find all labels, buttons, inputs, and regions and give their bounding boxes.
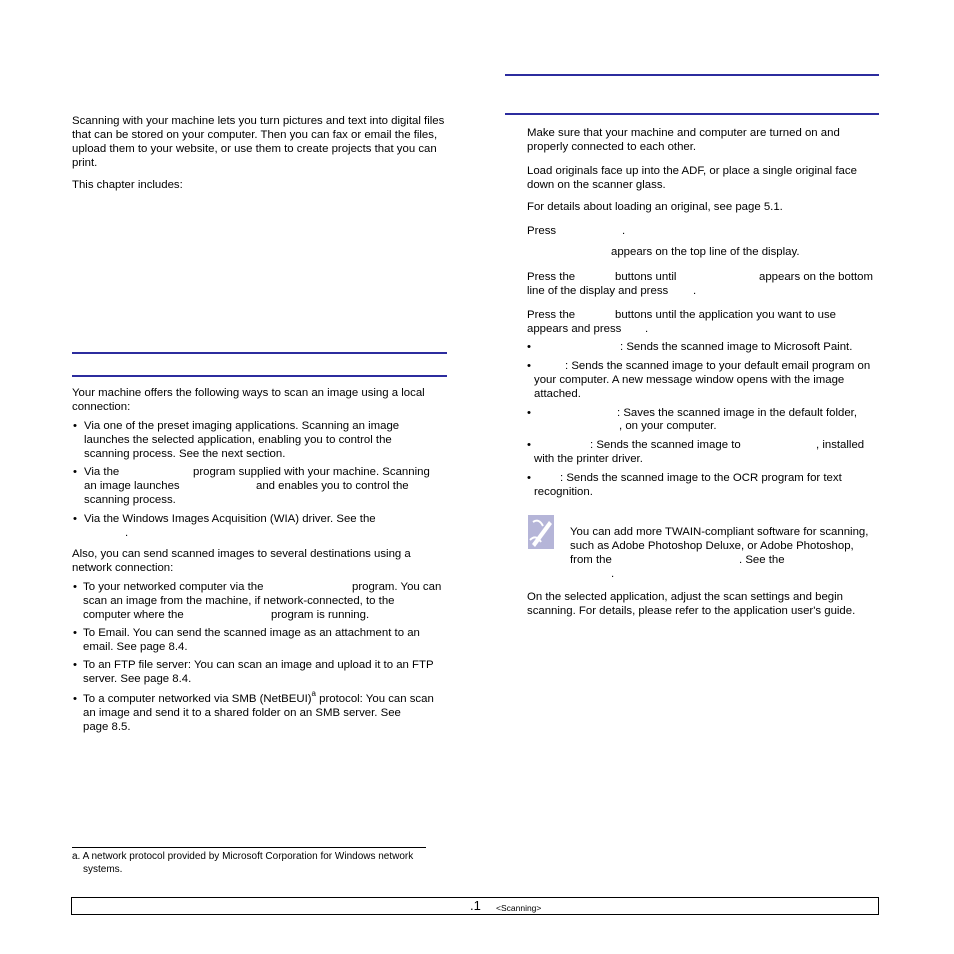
- text-line: Also, you can send scanned images to several destinations using a: [72, 548, 411, 560]
- text-fragment: with the printer driver.: [534, 453, 643, 465]
- step-2-ref: For details about loading an original, see page 5.1.: [527, 201, 783, 213]
- intro-line: that can be stored on your computer. Then you can fax or email the files,: [72, 129, 438, 141]
- bullet-icon: •: [73, 627, 77, 639]
- intro-line: Scanning with your machine lets you turn pictures and text into digital files: [72, 115, 445, 127]
- section-rule-top-right: [505, 74, 879, 76]
- chapter-includes: This chapter includes:: [72, 179, 183, 191]
- note-icon: [527, 512, 557, 552]
- section-rule-bottom: [72, 375, 447, 377]
- intro-line: print.: [72, 157, 98, 169]
- text-fragment: buttons until the application you want to use: [615, 309, 836, 321]
- text-line: scanning process. See the next section.: [84, 448, 286, 460]
- text-fragment: .: [645, 323, 649, 335]
- text-fragment: attached.: [534, 388, 581, 400]
- footnote-rule: [72, 847, 426, 848]
- text-fragment: To a computer networked via SMB (NetBEUI): [83, 693, 312, 705]
- bullet-icon: •: [73, 420, 77, 432]
- text-fragment: scan an image from the machine, if network-connected, to the: [83, 595, 395, 607]
- section-rule-bottom-right: [505, 113, 879, 115]
- bullet-icon: •: [527, 407, 531, 419]
- footnote: [72, 850, 452, 876]
- text-line: On the selected application, adjust the scan settings and begin: [527, 591, 843, 603]
- text-fragment: Via the: [84, 466, 120, 478]
- text-fragment: and enables you to control the: [256, 480, 409, 492]
- text-line: Via one of the preset imaging applications. Scanning an image: [84, 420, 400, 432]
- text-line: launches the selected application, enabling you to control the: [84, 434, 392, 446]
- text-fragment: appears and press: [527, 323, 622, 335]
- text-fragment: You can add more TWAIN-compliant software for scanning,: [570, 526, 869, 538]
- section-rule-top: [72, 352, 447, 354]
- text-fragment: . See the: [739, 554, 785, 566]
- text-fragment: scanning process.: [84, 494, 176, 506]
- text-line: page 8.5.: [83, 721, 131, 733]
- text-line: network connection:: [72, 562, 174, 574]
- text-fragment: program is running.: [271, 609, 370, 621]
- step-4: [527, 270, 879, 300]
- text-fragment: , installed: [816, 439, 865, 451]
- bullet-icon: •: [73, 659, 77, 671]
- intro-line: upload them to your website, or use them to create projects that you can: [72, 143, 437, 155]
- step-3-dot: .: [622, 225, 626, 237]
- step-2: [527, 164, 879, 192]
- bullet-icon: •: [73, 581, 77, 593]
- text-fragment: Via the Windows Images Acquisition (WIA) driver. See the: [84, 513, 376, 525]
- text-fragment: .: [693, 285, 697, 297]
- text-fragment: from the: [570, 554, 612, 566]
- text-line: a. A network protocol provided by Microsoft Corporation for Windows network: [72, 851, 414, 862]
- text-line: an image and send it to a shared folder on an SMB server. See: [83, 707, 401, 719]
- text-line: scanning. For details, please refer to the application user's guide.: [527, 605, 856, 617]
- page-footer: [71, 897, 879, 915]
- step-5: [527, 308, 879, 338]
- text-line: systems.: [83, 864, 123, 875]
- text-line: To Email. You can send the scanned image as an attachment to an: [83, 627, 420, 639]
- text-fragment: .: [611, 568, 615, 580]
- text-fragment: such as Adobe Photoshop Deluxe, or Adobe Photoshop,: [570, 540, 854, 552]
- step-6: [527, 590, 879, 618]
- bullet-icon: •: [527, 360, 531, 372]
- page-number: .1: [470, 898, 481, 913]
- step-1: [527, 126, 879, 154]
- bullet-icon: •: [527, 341, 531, 353]
- bullet-icon: •: [73, 513, 77, 525]
- intro-paragraph: [72, 114, 452, 170]
- text-line: server. See page 8.4.: [83, 673, 192, 685]
- text-fragment: : Saves the scanned image in the default folder,: [617, 407, 857, 419]
- bullet-icon: •: [527, 439, 531, 451]
- step-3-press: Press: [527, 225, 557, 237]
- footnote-marker: a: [311, 689, 316, 699]
- text-fragment: : Sends the scanned image to Microsoft Paint.: [620, 341, 853, 353]
- bullet-icon: •: [527, 472, 531, 484]
- text-fragment: Press the: [527, 309, 576, 321]
- text-fragment: program supplied with your machine. Scanning: [193, 466, 430, 478]
- text-fragment: .: [125, 527, 129, 539]
- step-3-display: appears on the top line of the display.: [611, 246, 800, 258]
- text-fragment: : Sends the scanned image to your default email program on: [565, 360, 871, 372]
- text-fragment: recognition.: [534, 486, 593, 498]
- text-fragment: Press the: [527, 271, 576, 283]
- text-line: down on the scanner glass.: [527, 179, 666, 191]
- text-fragment: buttons until: [615, 271, 677, 283]
- text-fragment: : Sends the scanned image to the OCR program for text: [560, 472, 842, 484]
- text-fragment: To your networked computer via the: [83, 581, 264, 593]
- text-line: Make sure that your machine and computer are turned on and: [527, 127, 840, 139]
- text-line: Your machine offers the following ways to scan an image using a local: [72, 387, 425, 399]
- text-fragment: computer where the: [83, 609, 184, 621]
- scan-basics-intro: [72, 386, 452, 414]
- text-fragment: program. You can: [352, 581, 442, 593]
- text-line: connection:: [72, 401, 131, 413]
- text-fragment: line of the display and press: [527, 285, 669, 297]
- network-intro: [72, 547, 452, 575]
- text-line: properly connected to each other.: [527, 141, 697, 153]
- text-line: email. See page 8.4.: [83, 641, 188, 653]
- text-fragment: protocol: You can scan: [319, 693, 434, 705]
- text-fragment: : Sends the scanned image to: [590, 439, 741, 451]
- text-fragment: , on your computer.: [619, 420, 717, 432]
- bullet-icon: •: [73, 693, 77, 705]
- chapter-label: <Scanning>: [496, 903, 542, 913]
- text-line: To an FTP file server: You can scan an image and upload it to an FTP: [83, 659, 434, 671]
- note-text: [570, 525, 880, 581]
- bullet-icon: •: [73, 466, 77, 478]
- text-fragment: your computer. A new message window opens with the image: [534, 374, 845, 386]
- text-fragment: an image launches: [84, 480, 180, 492]
- text-fragment: appears on the bottom: [759, 271, 873, 283]
- text-line: Load originals face up into the ADF, or place a single original face: [527, 165, 857, 177]
